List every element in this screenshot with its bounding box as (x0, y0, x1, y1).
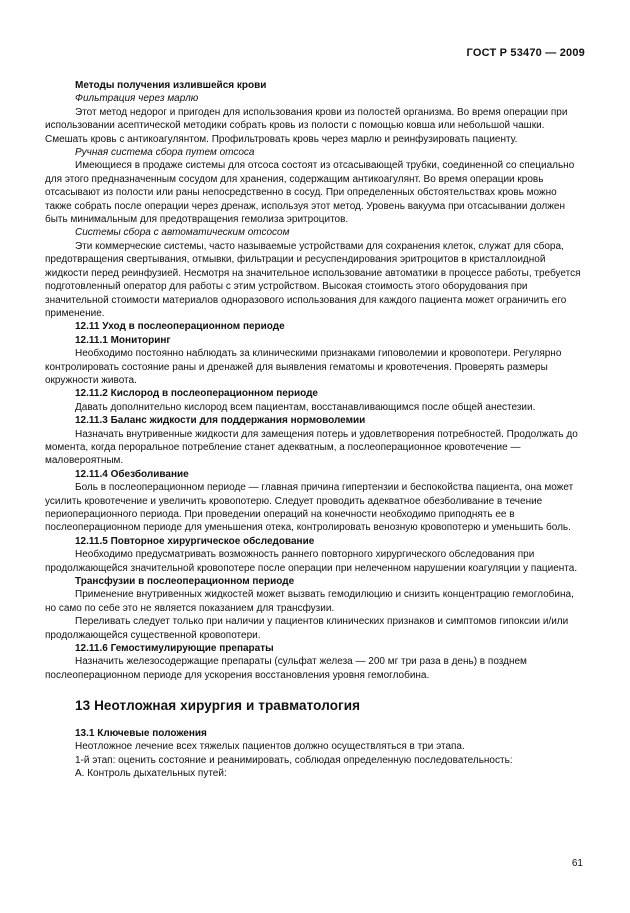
paragraph: Переливать следует только при наличии у пациентов клинических признаков и симптомов гипоксии и/или продолжающейся существенной кровопотери. (45, 616, 569, 641)
paragraph: Назначить железосодержащие препараты (сульфат железа — 200 мг три раза в день) в позднем послеоперационном периоде для ускорения восстановления уровня гемоглобина. (45, 656, 527, 681)
subheading-italic: Фильтрация через марлю (75, 93, 199, 105)
paragraph: Имеющиеся в продаже системы для отсоса состоят из отсасывающей трубки, соединенной со специально для этого предназначенным сосудом для хранения, содержащим антикоагулянт. Во время операции кровь отсасывают из полости или раны непосредственно в сосуд. При определенных обстоятельствах кровь можно также собрать после операции через дренаж, используя этот метод. Уровень вакуума при отсасывании должен быть минимальным для предотвращения гемолиза эритроцитов. (45, 160, 575, 226)
subsection-heading: 12.11.4 Обезболивание (75, 468, 189, 480)
paragraph: Необходимо постоянно наблюдать за клиническими признаками гиповолемии и кровопотери. Регулярно контролировать состояние раны и дренажей для выявления гематомы и кровотечения. Проверять размеры окружности живота. (45, 348, 562, 386)
subsection-heading: 12.11.5 Повторное хирургическое обследование (75, 535, 315, 547)
subheading: Методы получения излившейся крови (75, 80, 267, 91)
page-number: 61 (571, 858, 583, 869)
subsection-heading: 12.11.3 Баланс жидкости для поддержания нормоволемии (75, 415, 366, 427)
subheading-italic: Ручная система сбора путем отсоса (75, 147, 255, 159)
section-heading: 12.11 Уход в послеоперационном периоде (75, 321, 285, 333)
paragraph: Назначать внутривенные жидкости для замещения потерь и удовлетворения потребностей. Продолжать до момента, когда пероральное потребление станет адекватным, а послеоперационное кровотечение — маловероятным. (45, 428, 578, 467)
subsection-heading: 12.11.1 Мониторинг (75, 334, 171, 346)
subheading: Трансфузии в послеоперационном периоде (75, 576, 295, 588)
section-heading: 13.1 Ключевые положения (75, 727, 207, 739)
chapter-heading: 13 Неотложная хирургия и травматология (75, 698, 361, 714)
paragraph: 1-й этап: оценить состояние и реанимировать, соблюдая определенную последовательность: (75, 754, 513, 766)
paragraph: Давать дополнительно кислород всем пациентам, восстанавливающимся после общей анестезии. (75, 401, 536, 413)
document-body (45, 79, 585, 780)
paragraph: Необходимо предусматривать возможность раннего повторного хирургического обследования при продолжающейся значительной кровопотере после операции при нелеченном нарушении коагуляции у пациента. (45, 549, 578, 574)
paragraph: Боль в послеоперационном периоде — главная причина гипертензии и беспокойства пациента, она может усилить кровотечение и увеличить кровопотерю. Следует проводить адекватное обезболивание в течение периоперационного периода. При проведении операций на конечности необходимо приподнять ее в послеоперационном периоде для уменьшения отека, контролировать венозную кровопотерю и уменьшить боль. (45, 482, 574, 534)
subheading-italic: Системы сбора с автоматическим отсосом (75, 227, 290, 239)
subsection-heading: 12.11.2 Кислород в послеоперационном периоде (75, 388, 318, 400)
document-header: ГОСТ Р 53470 — 2009 (466, 47, 585, 59)
paragraph: Этот метод недорог и пригоден для использования крови из полостей организма. Во время операции при использовании асептической методики собрать кровь из полости с помощью ковша или небольшой чашки. Смешать кровь с антикоагулянтом. Профильтровать кровь через марлю и реинфузировать пациенту. (45, 106, 568, 145)
paragraph: Применение внутривенных жидкостей может вызвать гемодилюцию и снизить концентрацию гемоглобина, но само по себе это не является показанием для трансфузии. (45, 589, 574, 614)
subsection-heading: 12.11.6 Гемостимулирующие препараты (75, 643, 274, 655)
paragraph: А. Контроль дыхательных путей: (75, 767, 227, 779)
paragraph: Неотложное лечение всех тяжелых пациентов должно осуществляться в три этапа. (75, 741, 465, 753)
paragraph: Эти коммерческие системы, часто называемые устройствами для сохранения клеток, служат для сбора, предотвращения свертывания, отмывки, фильтрации и ресуспендирования эритроцитов в кристаллоидной жидкости перед реинфузией. Несмотря на значительное использование автоматики в процессе работы, требуется подготовленный оператор для работы с этим устройством. Высокая стоимость этого оборудования при значительной стоимости материалов одноразового использования для каждого пациента может ограничить его применение. (45, 240, 581, 319)
